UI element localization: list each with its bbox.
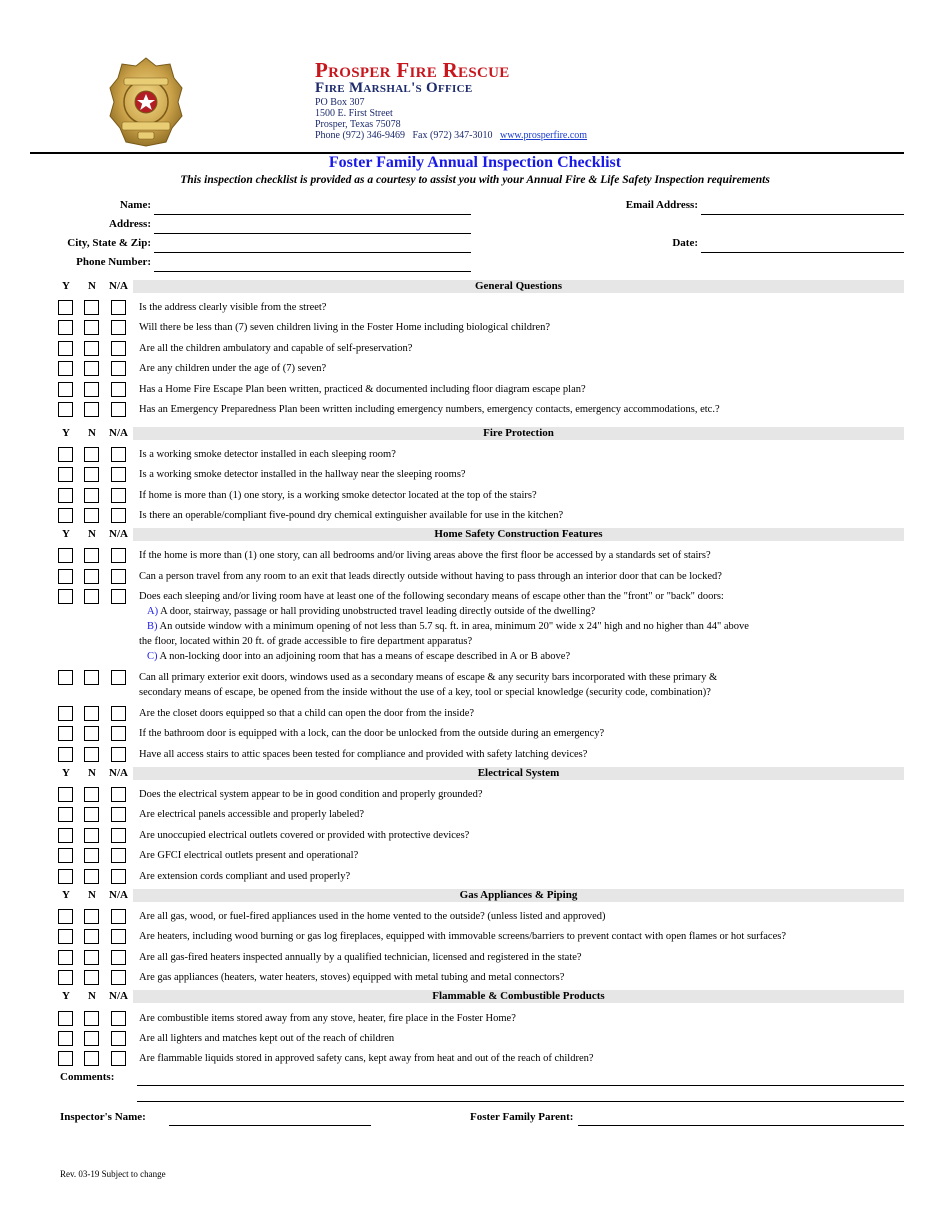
question-text: Are all gas, wood, or fuel-fired appliances used in the home vented to the outside? (unless listed and approved) — [139, 911, 606, 922]
checkbox-no[interactable] — [84, 747, 99, 762]
question-text: Is a working smoke detector installed in each sleeping room? — [139, 449, 396, 460]
checkbox-no[interactable] — [84, 670, 99, 685]
col-n-header: N — [88, 280, 96, 292]
checkbox-no[interactable] — [84, 488, 99, 503]
checkbox-no[interactable] — [84, 787, 99, 802]
question-text: Does the electrical system appear to be in good condition and properly grounded? — [139, 789, 483, 800]
question-text — [139, 589, 899, 664]
question-text: Are GFCI electrical outlets present and operational? — [139, 850, 359, 861]
street-address: 1500 E. First Street — [315, 108, 393, 119]
checkbox-yes[interactable] — [58, 382, 73, 397]
checkbox-na[interactable] — [111, 447, 126, 462]
checkbox-na[interactable] — [111, 361, 126, 376]
checkbox-yes[interactable] — [58, 320, 73, 335]
checkbox-na[interactable] — [111, 670, 126, 685]
checkbox-no[interactable] — [84, 402, 99, 417]
checkbox-yes[interactable] — [58, 828, 73, 843]
question-text: Will there be less than (7) seven children living in the Foster Home including biological children? — [139, 322, 551, 333]
checkbox-na[interactable] — [111, 341, 126, 356]
question-main: Does each sleeping and/or living room have at least one of the following secondary means of escape other than the "front" or "back" doors: — [139, 591, 724, 602]
checkbox-no[interactable] — [84, 869, 99, 884]
checkbox-na[interactable] — [111, 869, 126, 884]
revision-footer: Rev. 03-19 Subject to change — [60, 1169, 166, 1179]
col-na-header: N/A — [109, 427, 128, 439]
checkbox-yes[interactable] — [58, 569, 73, 584]
checkbox-na[interactable] — [111, 787, 126, 802]
checkbox-no[interactable] — [84, 569, 99, 584]
question-text: If the home is more than (1) one story, can all bedrooms and/or living areas above the first floor be accessed by a standards set of stairs? — [139, 550, 711, 561]
checkbox-yes[interactable] — [58, 548, 73, 563]
checkbox-no[interactable] — [84, 548, 99, 563]
checkbox-yes[interactable] — [58, 929, 73, 944]
checkbox-na[interactable] — [111, 508, 126, 523]
checkbox-yes[interactable] — [58, 950, 73, 965]
checkbox-yes[interactable] — [58, 787, 73, 802]
fire-badge-logo — [108, 56, 184, 148]
question-text: Have all access stairs to attic spaces been tested for compliance and provided with safety latching devices? — [139, 749, 588, 760]
page-title: Foster Family Annual Inspection Checklist — [328, 154, 622, 171]
section-title-home-safety: Home Safety Construction Features — [434, 528, 603, 540]
checkbox-no[interactable] — [84, 909, 99, 924]
checkbox-no[interactable] — [84, 1051, 99, 1066]
comments-field-line2[interactable] — [137, 1101, 904, 1102]
question-text: Is the address clearly visible from the street? — [139, 302, 327, 313]
checkbox-yes[interactable] — [58, 488, 73, 503]
question-text: Are unoccupied electrical outlets covered or provided with protective devices? — [139, 830, 470, 841]
checkbox-na[interactable] — [111, 970, 126, 985]
checkbox-no[interactable] — [84, 508, 99, 523]
question-text: Are any children under the age of (7) seven? — [139, 363, 327, 374]
col-na-header: N/A — [109, 990, 128, 1002]
option-b — [139, 619, 899, 634]
question-text: Can a person travel from any room to an exit that leads directly outside without having to pass through an interior door that can be locked? — [139, 571, 722, 582]
phone-fax: Phone (972) 346-9469 Fax (972) 347-3010 — [315, 130, 493, 141]
checkbox-na[interactable] — [111, 488, 126, 503]
office-name: Fire Marshal's Office — [315, 80, 473, 96]
question-text — [139, 670, 899, 700]
checkbox-yes[interactable] — [58, 1031, 73, 1046]
parent-label: Foster Family Parent: — [470, 1111, 574, 1123]
checkbox-yes[interactable] — [58, 341, 73, 356]
col-na-header: N/A — [109, 767, 128, 779]
checkbox-yes[interactable] — [58, 402, 73, 417]
checkbox-yes[interactable] — [58, 909, 73, 924]
option-a — [139, 604, 899, 619]
checkbox-na[interactable] — [111, 589, 126, 604]
checkbox-yes[interactable] — [58, 869, 73, 884]
checkbox-na[interactable] — [111, 1011, 126, 1026]
section-title-electrical: Electrical System — [477, 767, 560, 779]
col-n-header: N — [88, 427, 96, 439]
checkbox-no[interactable] — [84, 1011, 99, 1026]
col-na-header: N/A — [109, 280, 128, 292]
col-y-header: Y — [62, 767, 70, 779]
checkbox-yes[interactable] — [58, 508, 73, 523]
checkbox-na[interactable] — [111, 300, 126, 315]
checkbox-yes[interactable] — [58, 726, 73, 741]
checkbox-no[interactable] — [84, 382, 99, 397]
checkbox-na[interactable] — [111, 382, 126, 397]
checkbox-no[interactable] — [84, 320, 99, 335]
question-text: Are gas appliances (heaters, water heaters, stoves) equipped with metal tubing and metal connectors? — [139, 972, 565, 983]
question-cont: secondary means of escape, be opened from the inside without the use of a key, tool or special knowledge (security code, combination)? — [139, 687, 711, 698]
checkbox-na[interactable] — [111, 467, 126, 482]
checkbox-na[interactable] — [111, 747, 126, 762]
col-n-header: N — [88, 528, 96, 540]
checkbox-no[interactable] — [84, 589, 99, 604]
section-title-general-questions: General Questions — [474, 280, 563, 292]
comments-field[interactable] — [137, 1085, 904, 1086]
question-text: Are all gas-fired heaters inspected annually by a qualified technician, licensed and registered in the state? — [139, 952, 582, 963]
question-text: If the bathroom door is equipped with a lock, can the door be unlocked from the outside during an emergency? — [139, 728, 605, 739]
col-y-header: Y — [62, 427, 70, 439]
question-text: Are all the children ambulatory and capable of self-preservation? — [139, 343, 413, 354]
question-text: Are electrical panels accessible and properly labeled? — [139, 809, 365, 820]
contact-block — [315, 97, 587, 141]
inspector-label: Inspector's Name: — [60, 1111, 146, 1123]
col-n-header: N — [88, 889, 96, 901]
checkbox-na[interactable] — [111, 548, 126, 563]
option-letter: A) — [147, 606, 159, 617]
page-subtitle: This inspection checklist is provided as a courtesy to assist you with your Annual Fire & Life Safety Inspection requirements — [180, 174, 770, 186]
checkbox-no[interactable] — [84, 300, 99, 315]
city-state-zip: Prosper, Texas 75078 — [315, 119, 401, 130]
option-text: A door, stairway, passage or hall providing unobstructed travel leading directly outside of the dwelling? — [158, 606, 596, 617]
checkbox-no[interactable] — [84, 341, 99, 356]
city-state-zip-field[interactable] — [154, 252, 471, 253]
phone-field[interactable] — [154, 271, 471, 272]
checkbox-na[interactable] — [111, 848, 126, 863]
checkbox-na[interactable] — [111, 320, 126, 335]
col-y-header: Y — [62, 990, 70, 1002]
section-title-fire-protection: Fire Protection — [483, 427, 554, 439]
col-na-header: N/A — [109, 889, 128, 901]
name-label: Name: — [119, 199, 151, 211]
col-y-header: Y — [62, 280, 70, 292]
city-state-zip-label: City, State & Zip: — [67, 237, 151, 249]
checkbox-na[interactable] — [111, 828, 126, 843]
question-text: Are combustible items stored away from any stove, heater, fire place in the Foster Home? — [139, 1013, 516, 1024]
question-text: Is a working smoke detector installed in the hallway near the sleeping rooms? — [139, 469, 466, 480]
address-label: Address: — [109, 218, 151, 230]
checkbox-na[interactable] — [111, 402, 126, 417]
email-label: Email Address: — [625, 199, 698, 211]
checkbox-yes[interactable] — [58, 447, 73, 462]
checkbox-na[interactable] — [111, 706, 126, 721]
checkbox-yes[interactable] — [58, 589, 73, 604]
option-c — [139, 649, 899, 664]
checkbox-no[interactable] — [84, 447, 99, 462]
checkbox-yes[interactable] — [58, 807, 73, 822]
checkbox-no[interactable] — [84, 1031, 99, 1046]
question-text: If home is more than (1) one story, is a working smoke detector located at the top of the stairs? — [139, 490, 537, 501]
question-text: Are extension cords compliant and used properly? — [139, 871, 351, 882]
checkbox-no[interactable] — [84, 467, 99, 482]
parent-field[interactable] — [578, 1125, 904, 1126]
col-n-header: N — [88, 990, 96, 1002]
question-main: Can all primary exterior exit doors, windows used as a secondary means of escape & any security bars incorporated with these primary & — [139, 672, 718, 683]
checkbox-no[interactable] — [84, 361, 99, 376]
email-field[interactable] — [701, 214, 904, 215]
po-box: PO Box 307 — [315, 97, 365, 108]
question-text: Is there an operable/compliant five-pound dry chemical extinguisher available for use in the kitchen? — [139, 510, 564, 521]
org-name: Prosper Fire Rescue — [315, 58, 510, 82]
checkbox-yes[interactable] — [58, 747, 73, 762]
option-letter: B) — [147, 621, 158, 632]
section-title-gas: Gas Appliances & Piping — [459, 889, 578, 901]
inspector-field[interactable] — [169, 1125, 371, 1126]
checkbox-na[interactable] — [111, 726, 126, 741]
checkbox-yes[interactable] — [58, 1011, 73, 1026]
checkbox-yes[interactable] — [58, 467, 73, 482]
col-y-header: Y — [62, 889, 70, 901]
option-text: A non-locking door into an adjoining room that has a means of escape described in A or B above? — [157, 651, 571, 662]
checkbox-no[interactable] — [84, 970, 99, 985]
checkbox-na[interactable] — [111, 929, 126, 944]
checkbox-no[interactable] — [84, 706, 99, 721]
checkbox-yes[interactable] — [58, 848, 73, 863]
section-title-flammable: Flammable & Combustible Products — [432, 990, 605, 1002]
question-text: Are all lighters and matches kept out of the reach of children — [139, 1033, 395, 1044]
col-na-header: N/A — [109, 528, 128, 540]
phone-fax-line — [315, 130, 587, 141]
question-text: Has a Home Fire Escape Plan been written, practiced & documented including floor diagram escape plan? — [139, 384, 586, 395]
option-b-cont: the floor, located within 20 ft. of grade accessible to fire department apparatus? — [139, 636, 473, 647]
checkbox-no[interactable] — [84, 950, 99, 965]
checkbox-no[interactable] — [84, 828, 99, 843]
option-letter: C) — [147, 651, 158, 662]
checkbox-no[interactable] — [84, 807, 99, 822]
question-text: Are heaters, including wood burning or gas log fireplaces, equipped with immovable screens/barriers to prevent contact with open flames or hot surfaces? — [139, 931, 787, 942]
col-n-header: N — [88, 767, 96, 779]
date-field[interactable] — [701, 252, 904, 253]
checkbox-no[interactable] — [84, 726, 99, 741]
checkbox-yes[interactable] — [58, 361, 73, 376]
comments-label: Comments: — [60, 1071, 115, 1083]
checkbox-no[interactable] — [84, 929, 99, 944]
phone-label: Phone Number: — [76, 256, 151, 268]
checkbox-yes[interactable] — [58, 1051, 73, 1066]
option-text: An outside window with a minimum opening of not less than 5.7 sq. ft. in area, minimum 20" wide x 24" high and no higher than 44" above — [157, 621, 749, 632]
checkbox-yes[interactable] — [58, 706, 73, 721]
checkbox-na[interactable] — [111, 909, 126, 924]
checkbox-yes[interactable] — [58, 670, 73, 685]
checkbox-na[interactable] — [111, 950, 126, 965]
checkbox-yes[interactable] — [58, 970, 73, 985]
name-field[interactable] — [154, 214, 471, 215]
date-label: Date: — [672, 237, 698, 249]
checkbox-na[interactable] — [111, 569, 126, 584]
checkbox-na[interactable] — [111, 1051, 126, 1066]
question-text: Has an Emergency Preparedness Plan been written including emergency numbers, emergency contacts, emergency accommodations, etc.? — [139, 404, 720, 415]
address-field[interactable] — [154, 233, 471, 234]
question-text: Are the closet doors equipped so that a child can open the door from the inside? — [139, 708, 475, 719]
website-link[interactable]: www.prosperfire.com — [499, 130, 588, 141]
checkbox-na[interactable] — [111, 807, 126, 822]
col-y-header: Y — [62, 528, 70, 540]
checkbox-no[interactable] — [84, 848, 99, 863]
checkbox-yes[interactable] — [58, 300, 73, 315]
checkbox-na[interactable] — [111, 1031, 126, 1046]
question-text: Are flammable liquids stored in approved safety cans, kept away from heat and out of the reach of children? — [139, 1053, 594, 1064]
